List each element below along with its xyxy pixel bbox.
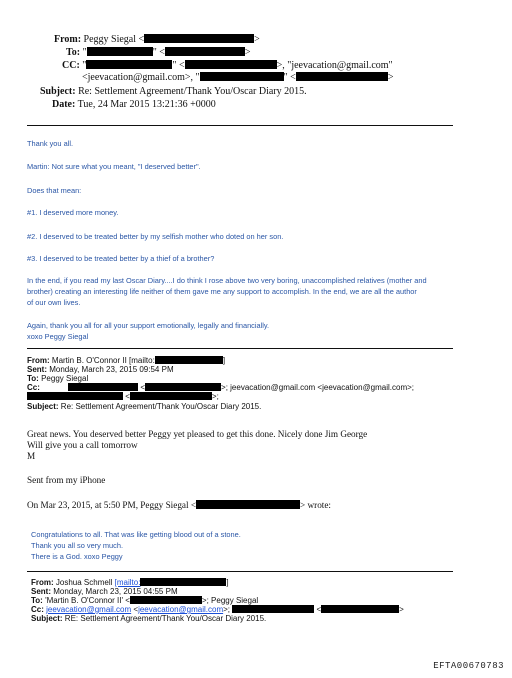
message-line: of our own lives. bbox=[27, 298, 81, 307]
quote2-to-value: 'Martin B. O'Connor II' < bbox=[45, 596, 130, 605]
message2-line: Congratulations to all. That was like getting blood out of a stone. bbox=[31, 530, 241, 539]
quote1-signature: Sent from my iPhone bbox=[27, 475, 106, 485]
header-cc-line2-mid: " < bbox=[283, 72, 296, 83]
quote1-from-label: From: bbox=[27, 356, 50, 365]
redaction-box bbox=[68, 383, 138, 391]
quote-divider bbox=[27, 348, 453, 349]
quote2-from-value: Joshua Schmell bbox=[55, 578, 113, 587]
header-cc-label: CC: bbox=[62, 60, 80, 71]
quote1-cc-row bbox=[27, 383, 414, 392]
redaction-box bbox=[155, 356, 226, 365]
header-to-quote2: " < bbox=[152, 47, 165, 58]
quote2-subject-row bbox=[31, 614, 266, 623]
message-line: Does that mean: bbox=[27, 186, 82, 195]
header-cc-line2-start: <jeevacation@gmail.com>, " bbox=[82, 72, 200, 83]
quote2-sent-row bbox=[31, 587, 178, 596]
quote1-subject-row bbox=[27, 402, 261, 411]
message-line: Martin: Not sure what you meant, "I deserved better". bbox=[27, 162, 201, 171]
message-line: Thank you all. bbox=[27, 139, 74, 148]
quote1-sent-row bbox=[27, 365, 174, 374]
redaction-box bbox=[86, 60, 172, 69]
message2-line: Thank you all so very much. bbox=[31, 541, 124, 550]
quote1-body-line: M bbox=[27, 451, 36, 461]
header-subject-value: Re: Settlement Agreement/Thank You/Oscar Diary 2015. bbox=[78, 86, 307, 97]
redaction-box bbox=[165, 47, 245, 56]
quote2-cc-link[interactable]: jeevacation@gmail.com bbox=[46, 605, 132, 614]
header-date-value: Tue, 24 Mar 2015 13:21:36 +0000 bbox=[77, 99, 216, 110]
quote2-cc-link2[interactable]: jeevacation@gmail.com bbox=[138, 605, 224, 614]
quote1-subject-value: Re: Settlement Agreement/Thank You/Oscar Diary 2015. bbox=[60, 402, 262, 411]
header-from-row: From: Peggy Siegal < > bbox=[54, 34, 260, 45]
quote2-cc-rest: >; bbox=[223, 605, 231, 614]
message-line: #2. I deserved to be treated better by my selfish mother who doted on her son. bbox=[27, 232, 284, 241]
redaction-box bbox=[232, 605, 314, 613]
header-subject-label: Subject: bbox=[40, 86, 76, 97]
quote1-body-line: Will give you a call tomorrow bbox=[27, 440, 138, 450]
quote-divider bbox=[27, 571, 453, 572]
quote1-cc2-end: >; bbox=[211, 392, 219, 401]
header-cc-row bbox=[62, 60, 393, 72]
redaction-box bbox=[296, 72, 388, 81]
quote1-sent-label: Sent: bbox=[27, 365, 47, 374]
header-date-label: Date: bbox=[52, 99, 76, 110]
quote1-cc-lt: < bbox=[140, 383, 146, 392]
quote2-subject-value: RE: Settlement Agreement/Thank You/Oscar Diary 2015. bbox=[64, 614, 267, 623]
header-cc-line2-end: > bbox=[387, 72, 394, 83]
quote2-to-label: To: bbox=[31, 596, 43, 605]
redaction-box bbox=[196, 500, 300, 509]
quote2-cc-lt: < bbox=[133, 605, 139, 614]
header-divider bbox=[27, 125, 453, 126]
quote2-from-end: ] bbox=[226, 578, 229, 587]
redaction-box bbox=[200, 72, 284, 81]
quote1-wrote-line bbox=[27, 500, 331, 511]
redaction-box bbox=[321, 605, 399, 613]
quote1-to-row bbox=[27, 374, 88, 383]
quote2-sent-label: Sent: bbox=[31, 587, 51, 596]
quote1-on-start: On Mar 23, 2015, at 5:50 PM, Peggy Siegal < bbox=[27, 500, 197, 510]
quote2-from-row bbox=[31, 578, 229, 587]
header-subject-row bbox=[40, 86, 307, 98]
header-date-row bbox=[52, 99, 216, 111]
header-to-label: To: bbox=[66, 47, 81, 58]
quote1-cc-rest: >; jeevacation@gmail.com <jeevacation@gmail.com>; bbox=[221, 383, 415, 392]
quote1-from-value: Martin B. O'Connor II [mailto: bbox=[51, 356, 155, 365]
message-line: In the end, if you read my last Oscar Diary....I do think I rose above two very boring, unaccomplished relatives (mother and bbox=[27, 276, 427, 285]
redaction-box bbox=[130, 392, 212, 400]
quote2-subject-label: Subject: bbox=[31, 614, 63, 623]
header-cc-quote2: " < bbox=[172, 60, 185, 71]
message2-line: There is a God. xoxo Peggy bbox=[31, 552, 123, 561]
quote2-mailto-link[interactable]: [mailto: bbox=[114, 578, 141, 587]
quote1-sent-value: Monday, March 23, 2015 09:54 PM bbox=[49, 365, 174, 374]
message-signature: xoxo Peggy Siegal bbox=[27, 332, 89, 341]
redaction-box bbox=[140, 578, 229, 587]
quote2-sent-value: Monday, March 23, 2015 04:55 PM bbox=[53, 587, 178, 596]
quote2-cc-row bbox=[31, 605, 404, 614]
header-cc-line2 bbox=[82, 72, 393, 84]
header-cc-email: >, "jeevacation@gmail.com" bbox=[276, 60, 393, 71]
quote2-from-label: From: bbox=[31, 578, 54, 587]
header-from-label: From: bbox=[54, 34, 82, 45]
quote1-on-end: > wrote: bbox=[300, 500, 331, 510]
quote1-to-value: Peggy Siegal bbox=[41, 374, 89, 383]
header-to-row bbox=[66, 47, 251, 59]
quote1-to-label: To: bbox=[27, 374, 39, 383]
quote1-body-line: Great news. You deserved better Peggy yet pleased to get this done. Nicely done Jim George bbox=[27, 429, 368, 439]
message-line: Again, thank you all for all your support emotionally, legally and financially. bbox=[27, 321, 270, 330]
redaction-box bbox=[145, 383, 221, 391]
quote2-cc-label: Cc: bbox=[31, 605, 44, 614]
header-to-quote: " bbox=[82, 47, 87, 58]
redaction-box bbox=[130, 596, 202, 604]
redaction-box bbox=[144, 34, 254, 43]
quote2-to-rest: >; Peggy Siegal bbox=[201, 596, 259, 605]
header-from-value: Peggy Siegal < bbox=[83, 34, 145, 45]
quote1-subject-label: Subject: bbox=[27, 402, 59, 411]
document-id: EFTA00670783 bbox=[433, 661, 504, 671]
quote2-cc-end: > bbox=[399, 605, 404, 614]
redaction-box bbox=[27, 392, 123, 400]
quote1-cc-line2 bbox=[27, 392, 219, 401]
message-line: #3. I deserved to be treated better by a thief of a brother? bbox=[27, 254, 215, 263]
quote1-from-row bbox=[27, 356, 225, 365]
redaction-box bbox=[185, 60, 277, 69]
message-line: brother) creating an interesting life neither of them gave me any support to accomplish. In the end, we are all the author bbox=[27, 287, 417, 296]
quote1-cc2-lt: < bbox=[125, 392, 130, 401]
quote1-cc-label: Cc: bbox=[27, 383, 40, 392]
quote2-cc-lt2: < bbox=[316, 605, 322, 614]
quote1-from-end: ] bbox=[222, 356, 226, 365]
redaction-box bbox=[87, 47, 153, 56]
header-cc-quote: " bbox=[82, 60, 87, 71]
header-to-end: > bbox=[244, 47, 251, 58]
message-line: #1. I deserved more money. bbox=[27, 208, 119, 217]
quote2-to-row bbox=[31, 596, 258, 605]
